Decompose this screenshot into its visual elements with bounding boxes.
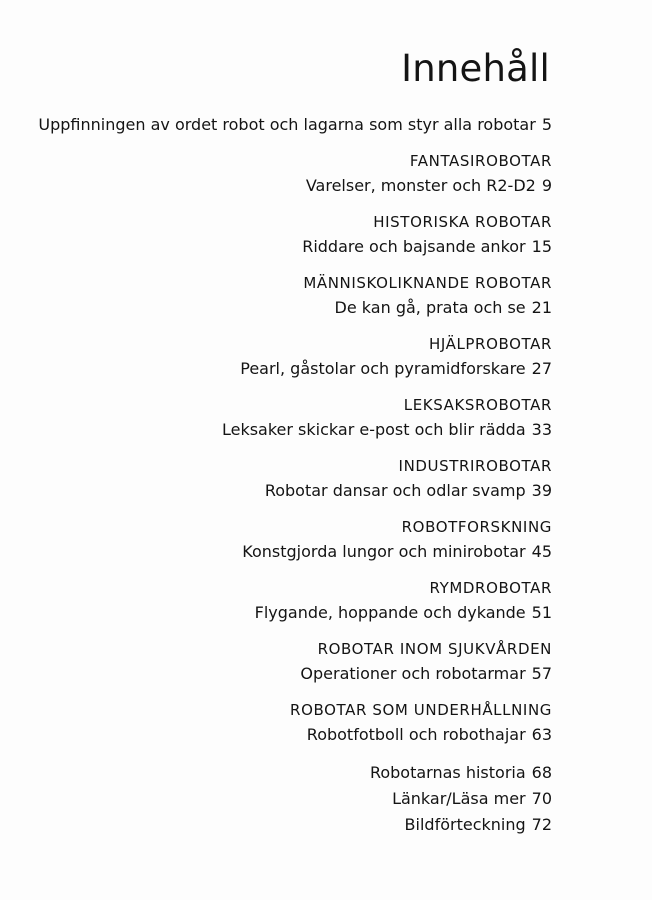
- section-entry-page: 27: [531, 359, 552, 378]
- appendix-entry-page: 72: [531, 815, 552, 834]
- section-entry: [0, 295, 552, 321]
- section-heading: HISTORISKA ROBOTAR: [373, 213, 552, 231]
- table-of-contents: [0, 112, 552, 838]
- section-entry-page: 9: [541, 176, 552, 195]
- section-heading: ROBOTAR SOM UNDERHÅLLNING: [290, 701, 552, 719]
- toc-section-fantasy: [0, 149, 552, 199]
- section-heading: ROBOTFORSKNING: [401, 518, 552, 536]
- section-entry-page: 51: [531, 603, 552, 622]
- section-heading: FANTASIROBOTAR: [409, 152, 552, 170]
- appendix-entry-page: 70: [531, 789, 552, 808]
- section-entry-text: Leksaker skickar e-post och blir rädda: [221, 420, 526, 439]
- toc-section-helper: [0, 332, 552, 382]
- appendix-entry-text: Robotarnas historia: [369, 763, 526, 782]
- appendix-entry-text: Bildförteckning: [404, 815, 526, 834]
- section-entry-page: 57: [531, 664, 552, 683]
- section-entry-page: 45: [531, 542, 552, 561]
- section-entry-text: Riddare och bajsande ankor: [302, 237, 526, 256]
- section-heading: ROBOTAR INOM SJUKVÅRDEN: [317, 640, 552, 658]
- section-entry-text: Flygande, hoppande och dykande: [254, 603, 526, 622]
- intro-entry: [0, 112, 552, 138]
- section-entry: [0, 234, 552, 260]
- appendix-entry: [0, 812, 552, 838]
- section-entry-text: Operationer och robotarmar: [300, 664, 526, 683]
- toc-appendix: [0, 760, 552, 838]
- section-entry-text: Robotar dansar och odlar svamp: [264, 481, 526, 500]
- section-heading: MÄNNISKOLIKNANDE ROBOTAR: [303, 274, 552, 292]
- section-heading: INDUSTRIROBOTAR: [398, 457, 552, 475]
- section-entry-page: 33: [531, 420, 552, 439]
- section-heading: RYMDROBOTAR: [429, 579, 552, 597]
- section-entry: [0, 356, 552, 382]
- page-title: Innehåll: [401, 47, 550, 90]
- appendix-entry: [0, 786, 552, 812]
- section-entry-text: Robotfotboll och robothajar: [306, 725, 526, 744]
- section-entry: [0, 173, 552, 199]
- appendix-entry-text: Länkar/Läsa mer: [392, 789, 526, 808]
- toc-section-healthcare: [0, 637, 552, 687]
- appendix-entry-page: 68: [531, 763, 552, 782]
- section-heading: HJÄLPROBOTAR: [428, 335, 552, 353]
- toc-section-industrial: [0, 454, 552, 504]
- intro-entry-page: 5: [541, 115, 552, 134]
- section-entry-text: Pearl, gåstolar och pyramidforskare: [240, 359, 526, 378]
- section-entry: [0, 539, 552, 565]
- intro-entry-text: Uppfinningen av ordet robot och lagarna som styr alla robotar: [38, 115, 536, 134]
- toc-section-entertainment: [0, 698, 552, 748]
- toc-section-humanoid: [0, 271, 552, 321]
- toc-section-historical: [0, 210, 552, 260]
- section-entry: [0, 722, 552, 748]
- section-entry-text: De kan gå, prata och se: [334, 298, 526, 317]
- toc-section-toy: [0, 393, 552, 443]
- section-entry: [0, 417, 552, 443]
- section-entry-text: Varelser, monster och R2-D2: [305, 176, 536, 195]
- toc-section-research: [0, 515, 552, 565]
- section-entry: [0, 478, 552, 504]
- toc-section-space: [0, 576, 552, 626]
- section-entry-page: 21: [531, 298, 552, 317]
- section-entry-page: 39: [531, 481, 552, 500]
- section-entry-page: 15: [531, 237, 552, 256]
- section-entry: [0, 600, 552, 626]
- section-entry-text: Konstgjorda lungor och minirobotar: [242, 542, 526, 561]
- section-heading: LEKSAKSROBOTAR: [403, 396, 552, 414]
- section-entry-page: 63: [531, 725, 552, 744]
- section-entry: [0, 661, 552, 687]
- appendix-entry: [0, 760, 552, 786]
